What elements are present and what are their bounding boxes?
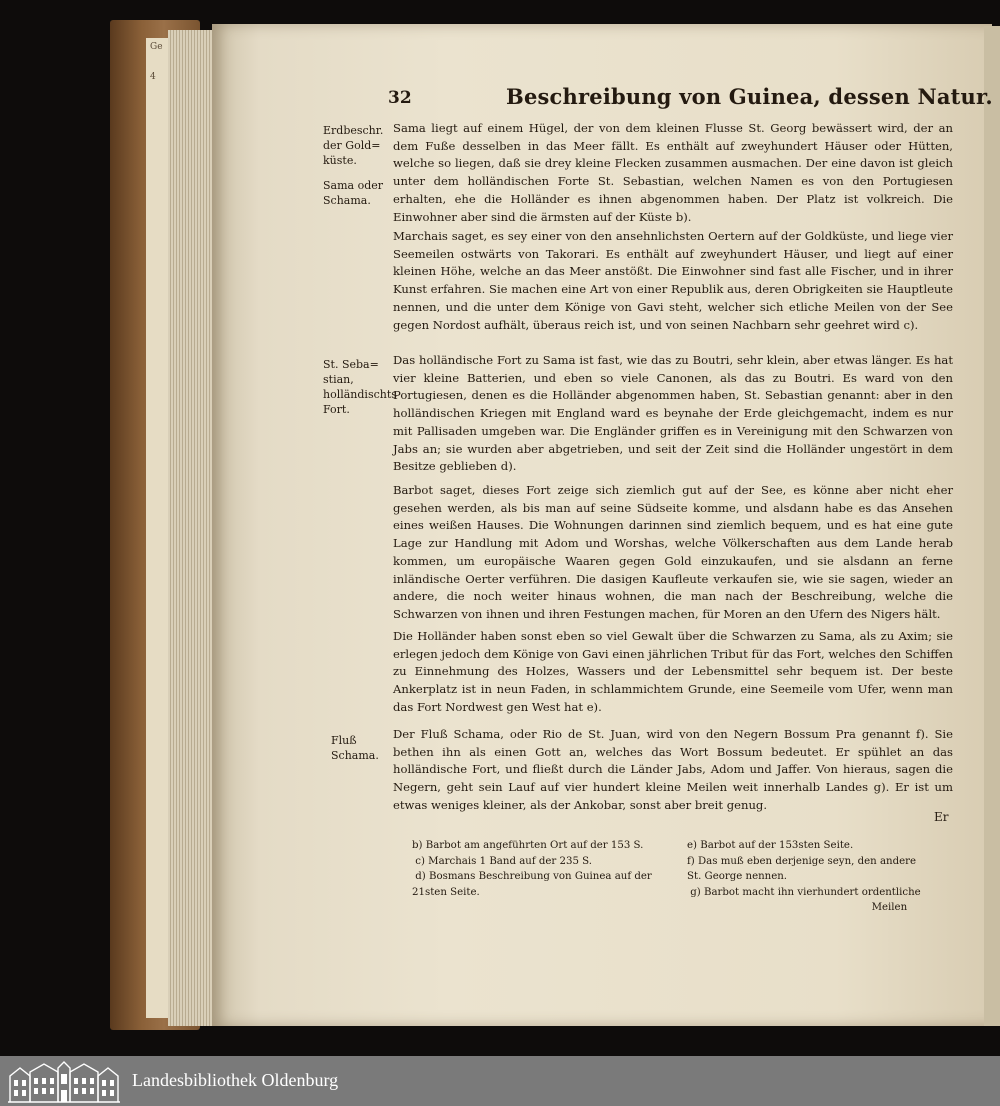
footnotes-left: b) Barbot am angeführten Ort auf der 153 S. c) Marchais 1 Band auf der 235 S. d) Bosmans Beschreibung von Guinea auf der 21sten Seite.	[412, 840, 652, 898]
footer-bar	[0, 1056, 1000, 1106]
page-edges	[168, 30, 218, 1026]
cover-label-text: Ge	[150, 42, 163, 52]
page-number: 32	[388, 88, 412, 108]
margin-note-fluss: Fluß Schama.	[331, 734, 379, 762]
margin-note-sama: Sama oder Schama.	[323, 179, 384, 207]
cover-label-mark: 4	[150, 72, 156, 82]
paragraph-fort: Das holländische Fort zu Sama ist fast, wie das zu Boutri, sehr klein, aber etwas länger. Es hat vier kleine Batterien, und eben so viele Canonen, als das zu Boutri. Es ward von den Portugiesen, denen es die Holländer abgenommen haben, St. Sebastian genannt: aber in den holländischen Kriegen mit England ward es beynahe der Erde gleichgemacht, indem es nur mit Pallisaden umgeben war. Die Engländer griffen es in Vereinigung mit den Schwarzen von Jabs an; sie wurden aber abgetrieben, und seit der Zeit sind die Holländer ungestört in dem Besitze geblieben d).	[393, 353, 953, 474]
paragraph-barbot: Barbot saget, dieses Fort zeige sich ziemlich gut auf der See, es könne aber nicht eher gesehen werden, als bis man auf seine Südseite komme, und alsdann habe es das Ansehen eines weißen Hauses. Die Wohnungen darinnen sind ziemlich bequem, und es hat eine gute Lage zur Handlung mit Adom und Worshas, welche Völkerschaften aus dem Lande herab kommen, um europäische Waaren gegen Gold einzukaufen, und sie alsdann an ferne inländische Oerter verführen. Die dasigen Kaufleute verkaufen sie, wie sie sagen, wieder an andere, die noch weiter hinaus wohnen, die man nach der Beschreibung, welche die Schwarzen von ihnen und ihren Festungen machen, für Moren an den Ufern des Nigers hält.	[393, 483, 953, 621]
next-page-edge	[984, 26, 1000, 1026]
library-building-icon	[6, 1058, 122, 1104]
cover-label	[146, 38, 168, 1018]
footnotes-right: e) Barbot auf der 153sten Seite. f) Das muß eben derjenige seyn, den andere St. George nennen. g) Barbot macht ihn vierhundert ordentliche Meilen	[687, 840, 921, 913]
library-name: Landesbibliothek Oldenburg	[132, 1070, 339, 1090]
running-header: Beschreibung von Guinea, dessen Natur.	[506, 84, 993, 109]
catchword: Er	[934, 810, 949, 824]
margin-note-fort: St. Seba= stian, holländischts Fort.	[323, 358, 397, 416]
paragraph-marchais: Marchais saget, es sey einer von den ansehnlichsten Oertern auf der Goldküste, und liege vier Seemeilen ostwärts von Takorari. Es enthält auf zweyhundert Häuser, und liegt auf einer kleinen Höhe, welche an das Meer anstößt. Die Einwohner sind fast alle Fischer, und in ihrer Kunst erfahren. Sie machen eine Art von einer Republik aus, deren Obrigkeiten sie Hauptleute nennen, und die unter dem Könige von Gavi steht, welcher sich etliche Meilen von der See gegen Nordost aufhält, überaus reich ist, und von seinen Nachbarn sehr geehret wird c).	[393, 229, 953, 332]
paragraph-sama: Sama liegt auf einem Hügel, der von dem kleinen Flusse St. Georg bewässert wird, der an dem Fuße desselben in das Meer fällt. Es enthält auf zweyhundert Häuser oder Hütten, welche so liegen, daß sie drey kleine Flecken zusammen ausmachen. Der eine davon ist gleich unter dem holländischen Forte St. Sebastian, welchen Namen es von den Portugiesen erhalten, ehe die Holländer es ihnen abgenommen haben. Der Platz ist volkreich. Die Einwohner aber sind die ärmsten auf der Küste b).	[393, 121, 953, 224]
paragraph-fluss: Der Fluß Schama, oder Rio de St. Juan, wird von den Negern Bossum Pra genannt f). Sie bethen ihn als einen Gott an, welches das Wort Bossum bedeutet. Er spühlet an das holländische Fort, und fließt durch die Länder Jabs, Adom und Jaffer. Von hieraus, sagen die Negern, geht sein Lauf auf vier hundert kleine Meilen weit innerhalb Landes g). Er ist um etwas weniges kleiner, als der Ankobar, sonst aber breit genug.	[393, 727, 953, 812]
paragraph-hollaender: Die Holländer haben sonst eben so viel Gewalt über die Schwarzen zu Sama, als zu Axim; sie erlegen jedoch dem Könige von Gavi einen jährlichen Tribut für das Fort, welches den Schiffen zu Einnehmung des Holzes, Wassers und der Lebensmittel sehr bequem ist. Der beste Ankerplatz ist in neun Faden, in schlammichtem Grunde, eine Seemeile vom Ufer, wenn man das Fort Nordwest gen West hat e).	[393, 629, 953, 714]
margin-note-goldkueste: Erdbeschr. der Gold= küste.	[323, 124, 384, 167]
